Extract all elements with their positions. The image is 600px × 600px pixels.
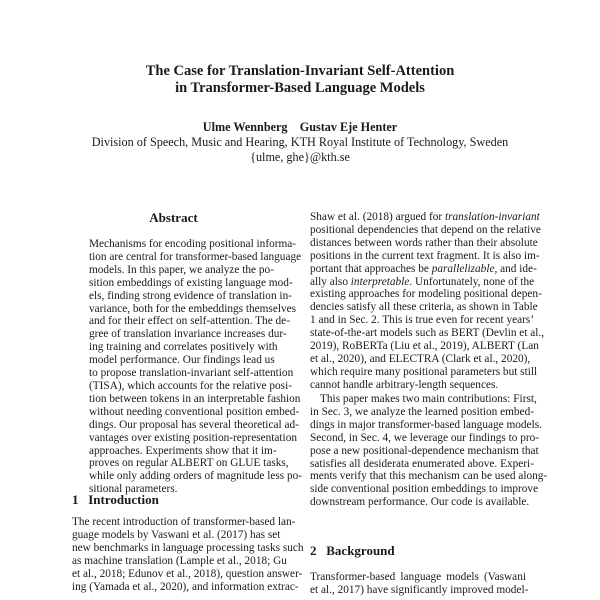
background-heading: [310, 543, 395, 559]
section-number: 1: [72, 492, 79, 507]
abstract-heading: Abstract: [149, 210, 198, 225]
text-line: tion are central for transformer-based language: [89, 250, 302, 263]
text-line: ing training and correlates positively with: [89, 341, 278, 354]
text-line: Transformer-based language models (Vaswani: [310, 571, 526, 583]
text-line: as machine translation (Lample et al., 2018; Gu: [72, 554, 287, 567]
text-line: 1 and in Sec. 2. This is true even for recent years’: [310, 314, 535, 327]
affiliation: Division of Speech, Music and Hearing, KTH Royal Institute of Technology, Sweden: [91, 135, 509, 149]
right-paragraph-1: [310, 211, 545, 392]
text-line: Second, in Sec. 4, we leverage our findings to pro-: [310, 431, 540, 444]
paper-title-line2: in Transformer-Based Language Models: [175, 80, 425, 96]
text-line: 2019), RoBERTa (Liu et al., 2019), ALBERT (Lan: [310, 340, 539, 353]
section-number: 2: [310, 543, 317, 558]
text-line: ing (Yamada et al., 2020), and information extrac-: [72, 580, 299, 593]
text-line: vantages over existing position-representation: [89, 431, 297, 444]
text-line: existing approaches for modeling positional depen-: [310, 288, 542, 301]
paper-title-line1: The Case for Translation-Invariant Self-Attention: [145, 63, 455, 79]
section-title: Background: [326, 543, 395, 558]
text-line: sitional parameters.: [89, 483, 178, 496]
text-line: proves on regular ALBERT on GLUE tasks,: [89, 457, 289, 470]
text-line: dencies satisfy all these criteria, as shown in Table: [310, 301, 538, 314]
text-line: dings. Our proposal has several theoretical ad-: [89, 418, 299, 431]
text-line: positional dependencies that depend on the relative: [310, 223, 541, 236]
text-line: and for their effect on self-attention. The de-: [89, 315, 290, 328]
text-line: dings in major transformer-based language models.: [310, 418, 542, 431]
text-line: side conventional position embeddings to improve: [310, 483, 539, 496]
text-line: sition embeddings of existing language mod-: [89, 276, 293, 289]
text-line: satisfies all desiderata enumerated above. Experi-: [310, 457, 534, 470]
text-line: et al., 2018; Edunov et al., 2018), question answer-: [72, 567, 303, 580]
text-line: models. In this paper, we analyze the po-: [89, 263, 274, 276]
text-line: gree of translation invariance increases dur-: [89, 328, 287, 341]
text-line: The recent introduction of transformer-based lan-: [72, 516, 296, 528]
text-line: in Sec. 3, we analyze the learned position embed-: [310, 405, 534, 418]
authors: Ulme Wennberg Gustav Eje Henter: [202, 120, 398, 134]
text-line: ally also interpretable. Unfortunately, none of the: [310, 275, 535, 288]
abstract-body: [89, 238, 303, 496]
text-line: distances between words rather than their absolute: [310, 236, 538, 249]
text-line: downstream performance. Our code is available.: [310, 496, 530, 509]
text-line: pose a new positional-dependence mechanism that: [310, 444, 539, 457]
text-line: state-of-the-art models such as BERT (Devlin et al.,: [310, 327, 545, 340]
text-line: while only adding orders of magnitude less po-: [89, 470, 303, 483]
intro-body: [72, 516, 304, 593]
text-line: to propose translation-invariant self-attention: [89, 367, 294, 380]
text-line: cannot handle arbitrary-length sequences.: [310, 378, 499, 391]
intro-heading: [72, 492, 159, 508]
text-line: positions in the current text fragment. It is also im-: [310, 249, 540, 262]
background-body: [310, 571, 529, 597]
text-line: els, finding strong evidence of translation in-: [89, 289, 292, 302]
text-line: Mechanisms for encoding positional informa-: [89, 238, 297, 250]
text-line: new benchmarks in language processing tasks such: [72, 541, 304, 554]
email: {ulme, ghe}@kth.se: [250, 150, 350, 164]
section-title: Introduction: [88, 492, 159, 507]
text-line: Shaw et al. (2018) argued for translation-invariant: [310, 211, 540, 223]
text-line: tion between tokens in an interpretable fashion: [89, 392, 301, 405]
text-line: portant that approaches be parallelizable, and ide-: [310, 262, 537, 275]
text-line: This paper makes two main contributions: First,: [320, 393, 537, 405]
text-line: which require many positional parameters but still: [310, 365, 538, 378]
text-line: approaches. Experiments show that it im-: [89, 444, 277, 457]
text-line: variance, both for the embeddings themselves: [89, 302, 297, 315]
text-line: guage models by Vaswani et al. (2017) has set: [72, 528, 281, 541]
text-line: ments verify that this mechanism can be used along-: [310, 470, 548, 483]
right-paragraph-2: [310, 393, 548, 509]
text-line: model performance. Our findings lead us: [89, 354, 275, 367]
text-line: without needing conventional position embed-: [89, 405, 300, 418]
text-line: (TISA), which accounts for the relative posi-: [89, 379, 292, 392]
text-line: et al., 2020), and ELECTRA (Clark et al., 2020),: [310, 352, 531, 365]
text-line: et al., 2017) have significantly improved model-: [310, 583, 529, 596]
